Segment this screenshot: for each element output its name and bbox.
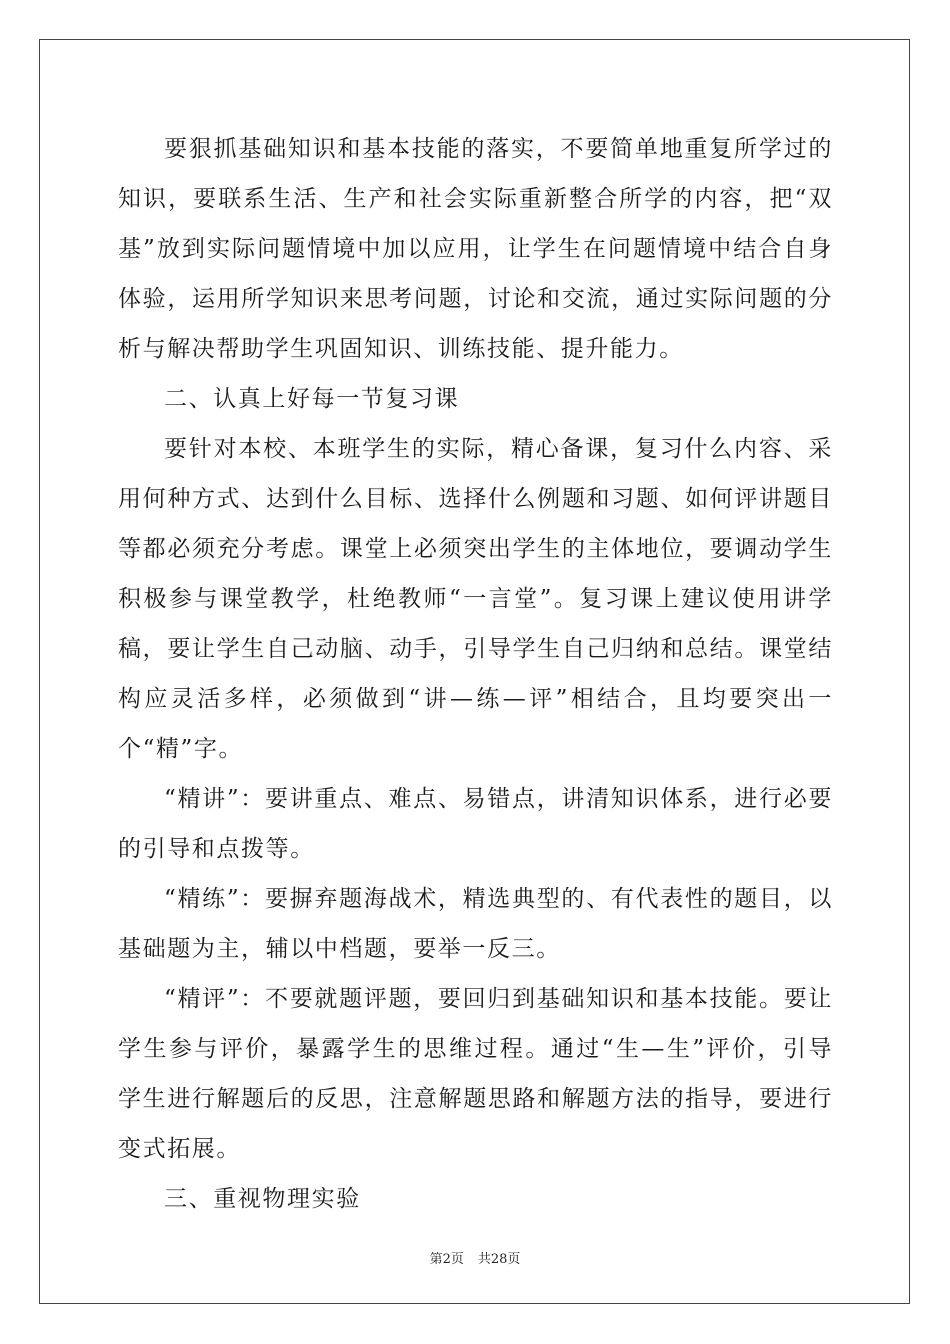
paragraph-double-basics: 要狠抓基础知识和基本技能的落实，不要简单地重复所学过的知识，要联系生活、生产和社会实际重新整合所学的内容，把“双基”放到实际问题情境中加以应用，让学生在问题情境中结合自身体验，运用所学知识来思考问题，讨论和交流，通过实际问题的分析与解决帮助学生巩固知识、训练技能、提升能力。 <box>118 136 833 362</box>
paragraph-precise-practice: “精练”：要摒弃题海战术，精选典型的、有代表性的题目，以基础题为主，辅以中档题，要举一反三。 <box>118 886 833 962</box>
paragraph-precise-review: “精评”：不要就题评题，要回归到基础知识和基本技能。要让学生参与评价，暴露学生的思维过程。通过“生—生”评价，引导学生进行解题后的反思，注意解题思路和解题方法的指导，要进行变式拓展。 <box>118 986 833 1162</box>
paragraph-review-class: 要针对本校、本班学生的实际，精心备课，复习什么内容、采用何种方式、达到什么目标、选择什么例题和习题、如何评讲题目等都必须充分考虑。课堂上必须突出学生的主体地位，要调动学生积极参与课堂教学，杜绝教师“一言堂”。复习课上建议使用讲学稿，要让学生自己动脑、动手，引导学生自己归纳和总结。课堂结构应灵活多样，必须做到“讲—练—评”相结合，且均要突出一个“精”字。 <box>118 436 833 762</box>
document-body <box>118 124 833 1224</box>
page-number: 第2页 <box>429 1252 464 1267</box>
section-heading-physics-experiment: 三、重视物理实验 <box>164 1186 361 1212</box>
paragraph-precise-lecture: “精讲”：要讲重点、难点、易错点，讲清知识体系，进行必要的引导和点拨等。 <box>118 786 833 862</box>
page-total: 共28页 <box>477 1252 521 1267</box>
page-footer <box>0 1248 950 1267</box>
section-heading-review-class: 二、认真上好每一节复习课 <box>164 386 460 412</box>
